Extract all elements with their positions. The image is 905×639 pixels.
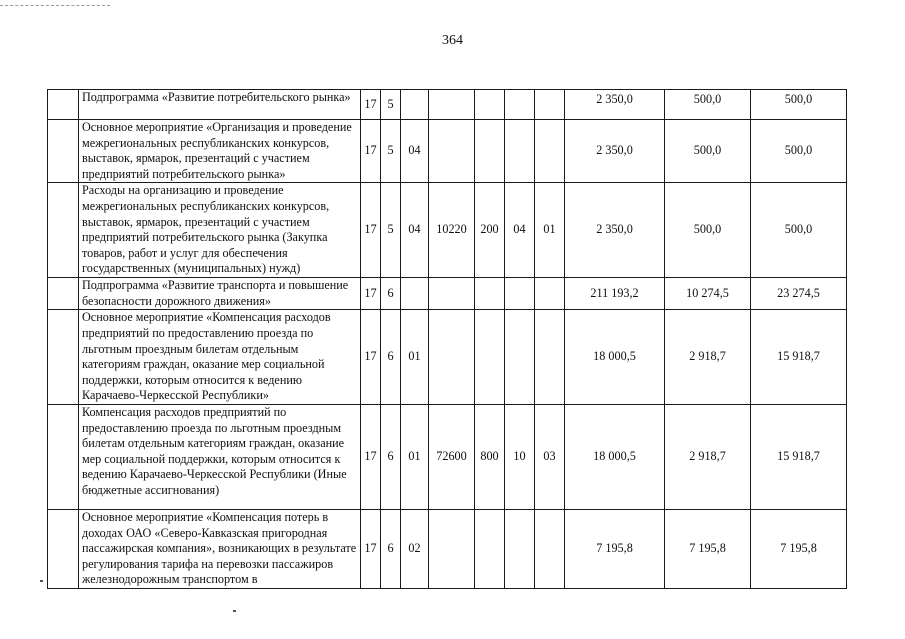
cell-amount-1: 18 000,5 [565, 404, 665, 509]
cell-item-name: Основное мероприятие «Компенсация расходов предприятий по предоставлению проезда по льготным проездным билетам отдельным категориям граждан, оказание мер социальной поддержки, которым относится к ведению Карачаево-Черкесской Республики» [79, 310, 361, 405]
cell-code-5: 200 [475, 183, 505, 278]
cell-code-2: 6 [381, 404, 401, 509]
cell-item-name: Подпрограмма «Развитие потребительского рынка» [79, 90, 361, 120]
cell-amount-3: 23 274,5 [751, 278, 847, 310]
cell-code-3 [401, 90, 429, 120]
cell-amount-3: 15 918,7 [751, 404, 847, 509]
cell-code-1: 17 [361, 404, 381, 509]
scan-speck [233, 610, 236, 612]
cell-code-7 [535, 90, 565, 120]
cell-amount-3: 15 918,7 [751, 310, 847, 405]
cell-amount-2: 7 195,8 [665, 509, 751, 588]
cell-code-7: 03 [535, 404, 565, 509]
cell-blank [48, 120, 79, 183]
cell-code-6: 04 [505, 183, 535, 278]
cell-blank [48, 404, 79, 509]
cell-code-4: 72600 [429, 404, 475, 509]
table-row [48, 310, 847, 405]
cell-amount-2: 500,0 [665, 183, 751, 278]
cell-blank [48, 183, 79, 278]
cell-code-1: 17 [361, 90, 381, 120]
table-row [48, 509, 847, 588]
cell-amount-2: 500,0 [665, 120, 751, 183]
table-row [48, 278, 847, 310]
cell-code-5: 800 [475, 404, 505, 509]
cell-code-3: 01 [401, 404, 429, 509]
cell-code-7 [535, 120, 565, 183]
cell-code-7 [535, 278, 565, 310]
cell-code-4 [429, 90, 475, 120]
cell-amount-1: 7 195,8 [565, 509, 665, 588]
cell-code-4 [429, 509, 475, 588]
budget-table [47, 89, 847, 589]
cell-code-6 [505, 120, 535, 183]
cell-code-7 [535, 509, 565, 588]
cell-code-4 [429, 310, 475, 405]
cell-code-7: 01 [535, 183, 565, 278]
cell-amount-2: 2 918,7 [665, 310, 751, 405]
cell-blank [48, 310, 79, 405]
cell-code-6 [505, 310, 535, 405]
cell-code-3: 02 [401, 509, 429, 588]
cell-code-3: 04 [401, 120, 429, 183]
cell-code-6 [505, 278, 535, 310]
cell-code-5 [475, 509, 505, 588]
cell-code-6 [505, 509, 535, 588]
cell-code-3: 01 [401, 310, 429, 405]
cell-code-1: 17 [361, 509, 381, 588]
cell-code-7 [535, 310, 565, 405]
cell-code-5 [475, 310, 505, 405]
page-number: 364 [442, 33, 463, 48]
cell-blank [48, 90, 79, 120]
cell-code-4 [429, 278, 475, 310]
scan-artifact-line [0, 5, 110, 7]
cell-code-2: 5 [381, 90, 401, 120]
cell-code-4 [429, 120, 475, 183]
cell-amount-1: 18 000,5 [565, 310, 665, 405]
cell-code-4: 10220 [429, 183, 475, 278]
cell-code-1: 17 [361, 278, 381, 310]
cell-code-5 [475, 90, 505, 120]
cell-code-6 [505, 90, 535, 120]
table-row [48, 404, 847, 509]
budget-table-body [48, 90, 847, 589]
cell-code-2: 6 [381, 310, 401, 405]
cell-amount-2: 2 918,7 [665, 404, 751, 509]
cell-amount-2: 500,0 [665, 90, 751, 120]
table-row [48, 90, 847, 120]
cell-item-name: Компенсация расходов предприятий по предоставлению проезда по льготным проездным билетам отдельным категориям граждан, оказание мер социальной поддержки, которым относится к ведению Карачаево-Черкесской Республики (Иные бюджетные ассигнования) [79, 404, 361, 509]
cell-code-1: 17 [361, 120, 381, 183]
cell-code-3: 04 [401, 183, 429, 278]
cell-code-1: 17 [361, 183, 381, 278]
cell-amount-1: 211 193,2 [565, 278, 665, 310]
cell-code-2: 6 [381, 278, 401, 310]
scan-speck [40, 580, 43, 582]
cell-code-3 [401, 278, 429, 310]
table-row [48, 183, 847, 278]
cell-code-5 [475, 278, 505, 310]
cell-amount-3: 500,0 [751, 183, 847, 278]
cell-amount-3: 500,0 [751, 120, 847, 183]
cell-amount-3: 7 195,8 [751, 509, 847, 588]
cell-code-2: 6 [381, 509, 401, 588]
cell-amount-3: 500,0 [751, 90, 847, 120]
cell-code-2: 5 [381, 120, 401, 183]
cell-amount-1: 2 350,0 [565, 120, 665, 183]
cell-amount-2: 10 274,5 [665, 278, 751, 310]
cell-item-name: Основное мероприятие «Организация и проведение межрегиональных республиканских конкурсов, выставок, ярмарок, презентаций с участием предприятий потребительского рынка» [79, 120, 361, 183]
cell-amount-1: 2 350,0 [565, 183, 665, 278]
cell-code-5 [475, 120, 505, 183]
cell-code-1: 17 [361, 310, 381, 405]
cell-blank [48, 509, 79, 588]
cell-code-6: 10 [505, 404, 535, 509]
cell-code-2: 5 [381, 183, 401, 278]
table-row [48, 120, 847, 183]
cell-item-name: Расходы на организацию и проведение межрегиональных республиканских конкурсов, выставок, ярмарок, презентаций с участием предприятий потребительского рынка (Закупка товаров, работ и услуг для обеспечения государственных (муниципальных) нужд) [79, 183, 361, 278]
cell-blank [48, 278, 79, 310]
cell-item-name: Основное мероприятие «Компенсация потерь в доходах ОАО «Северо-Кавказская пригородная пассажирская компания», возникающих в результате регулирования тарифа на перевозки пассажиров железнодорожным транспортом в [79, 509, 361, 588]
cell-amount-1: 2 350,0 [565, 90, 665, 120]
cell-item-name: Подпрограмма «Развитие транспорта и повышение безопасности дорожного движения» [79, 278, 361, 310]
